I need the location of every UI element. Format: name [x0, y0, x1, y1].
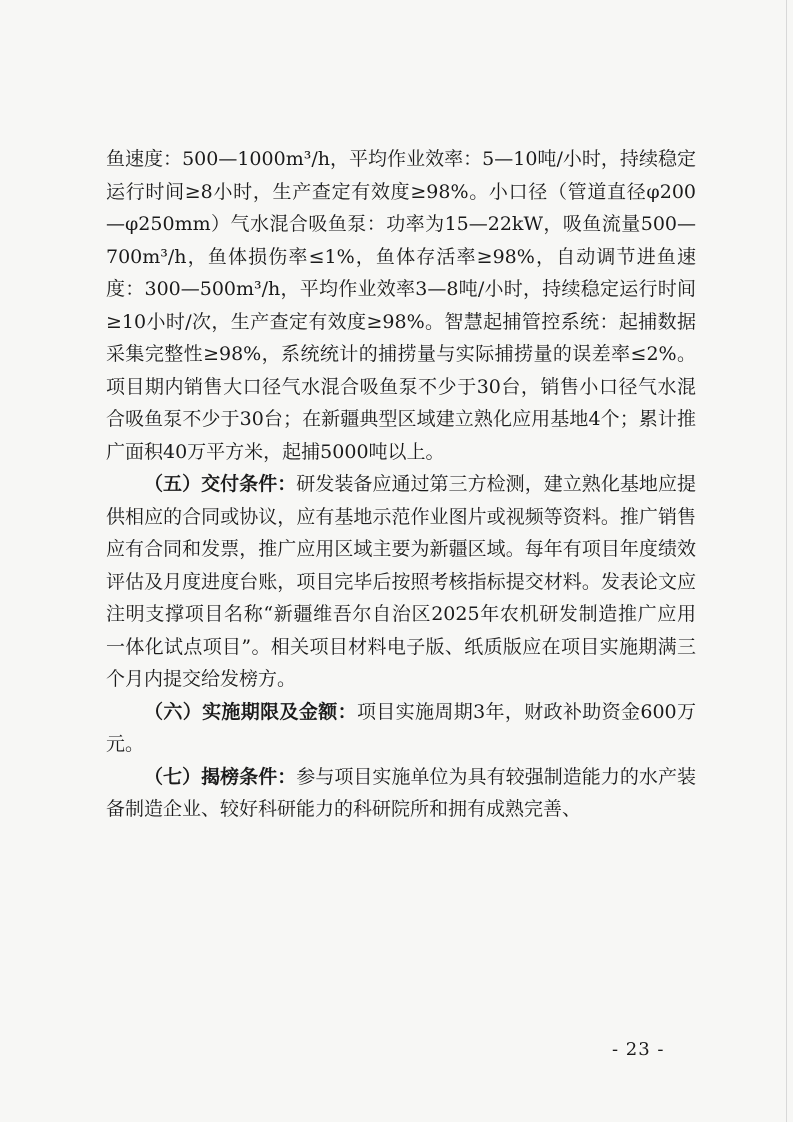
- paragraph-delivery-conditions: [106, 468, 696, 696]
- page-number: - 23 -: [612, 1039, 665, 1060]
- paragraph-duration-amount: [106, 696, 696, 761]
- paragraph-technical-specs: 鱼速度：500—1000m³/h，平均作业效率：5—10吨/小时，持续稳定运行时间≥8小时，生产查定有效度≥98%。小口径（管道直径φ200—φ250mm）气水混合吸鱼泵：功率为15—22kW，吸鱼流量500—700m³/h，鱼体损伤率≤1%，鱼体存活率≥98%，自动调节进鱼速度：300—500m³/h，平均作业效率3—8吨/小时，持续稳定运行时间≥10小时/次，生产查定有效度≥98%。智慧起捕管控系统：起捕数据采集完整性≥98%，系统统计的捕捞量与实际捕捞量的误差率≤2%。项目期内销售大口径气水混合吸鱼泵不少于30台，销售小口径气水混合吸鱼泵不少于30台；在新疆典型区域建立熟化应用基地4个；累计推广面积40万平方米，起捕5000吨以上。: [106, 148, 696, 463]
- scan-edge-divider: [786, 0, 787, 1122]
- delivery-conditions-text: 研发装备应通过第三方检测，建立熟化基地应提供相应的合同或协议，应有基地示范作业图片或视频等资料。推广销售应有合同和发票，推广应用区域主要为新疆区域。每年有项目年度绩效评估及月度进度台账，项目完毕后按照考核指标提交材料。发表论文应注明支撑项目名称“新疆维吾尔自治区2025年农机研发制造推广应用一体化试点项目”。相关项目材料电子版、纸质版应在项目实施期满三个月内提交给发榜方。: [106, 473, 696, 690]
- duration-amount-text: 项目实施周期3年，财政补助资金600万元。: [106, 700, 696, 755]
- bidding-conditions-text: 参与项目实施单位为具有较强制造能力的水产装备制造企业、较好科研能力的科研院所和拥有成熟完善、: [106, 765, 696, 820]
- heading-delivery-conditions: （五）交付条件：: [144, 473, 297, 495]
- document-body: [106, 143, 696, 826]
- heading-duration-amount: （六）实施期限及金额：: [144, 700, 357, 723]
- paragraph-bidding-conditions: [106, 761, 696, 826]
- heading-bidding-conditions: （七）揭榜条件：: [144, 765, 297, 788]
